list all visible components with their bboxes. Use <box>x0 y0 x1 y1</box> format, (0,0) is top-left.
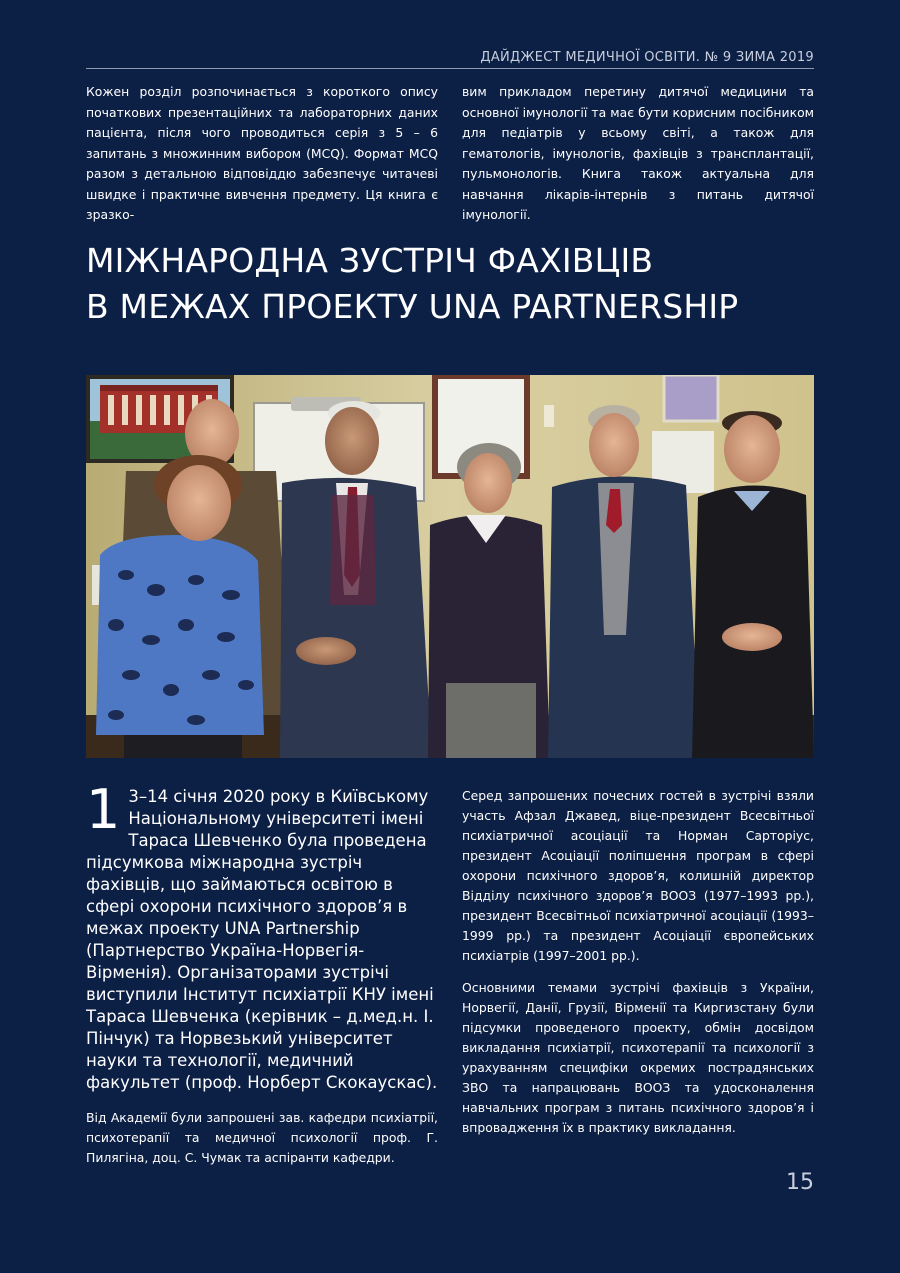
lead-paragraph <box>86 778 438 1094</box>
article-right-column <box>462 786 814 1150</box>
article-title-line1: МІЖНАРОДНА ЗУСТРІЧ ФАХІВЦІВ <box>86 241 654 280</box>
intro-column-right: вим прикладом перетину дитячої медицини та основної імунології та має бути корисним посібником для педіатрів у всьому світі, а також для гематологів, імунологів, фахівців з трансплантації, пульмонологів. Книга також актуальна для навчання лікарів-інтернів з питань дитячої імунології. <box>462 84 814 222</box>
drop-cap: 1 <box>86 778 121 841</box>
article-left-column <box>86 778 438 1168</box>
lead-text: 3–14 січня 2020 року в Київському Національному університеті імені Тараса Шевченко була проведена підсумкова міжнародна зустріч фахівців, що займаються освітою в сфері охорони психічного здоров’я в межах проекту UNA Partnership (Партнерство Україна-Норвегія-Вірменія). Організаторами зустрічі виступили Інститут психіатрії КНУ імені Тараса Шевченка (керівник – д.мед.н. І. Пінчук) та Норвезький університет науки та технології, медичний факультет (проф. Норберт Скокаускас). <box>86 787 438 1092</box>
group-photo <box>86 375 814 758</box>
running-header: ДАЙДЖЕСТ МЕДИЧНОЇ ОСВІТИ. № 9 ЗИМА 2019 <box>86 50 814 69</box>
window <box>664 375 718 421</box>
intro-column-left: Кожен розділ розпочинається з короткого опису початкових презентаційних та лабораторних даних пацієнта, після чого проводиться серія з 5 – 6 запитань з множинним вибором (MCQ). Формат MCQ разом з детальною відповіддю забезпечує читачеві швидке і практичне вивчення предмету. Ця книга є зразко- <box>86 84 438 222</box>
academy-paragraph: Від Академії були запрошені зав. кафедри психіатрії, психотерапії та медичної психології проф. Г. Пилягіна, доц. С. Чумак та аспіранти кафедри. <box>86 1110 438 1165</box>
topics-paragraph: Основними темами зустрічі фахівців з України, Норвегії, Данії, Грузії, Вірменії та Киргизстану були підсумки проведеного проекту, обмін досвідом викладання психіатрії, психотерапії та психології з урахуванням специфіки окремих пострадянських ЗВО та напрацювань ВООЗ та удосконалення навчальних програм з питань психічного здоров’я і впровадження їх в практику викладання. <box>462 980 814 1135</box>
article-title-line2: В МЕЖАХ ПРОЕКТУ UNA PARTNERSHIP <box>86 287 739 326</box>
guests-paragraph: Серед запрошених почесних гостей в зустрічі взяли участь Афзал Джавед, віце-президент Всесвітньої психіатричної асоціації та Норман Сарторіус, президент Асоціації поліпшення програм в сфері охорони психічного здоров’я, колишній директор Відділу психічного здоров’я ВООЗ (1977–1993 рр.), президент Всесвітньої психіатричної асоціації (1993–1999 рр.) та президент Асоціації європейських психіатрів (1997–2001 рр.). <box>462 788 814 963</box>
page-number: 15 <box>786 1170 814 1195</box>
article-title <box>86 238 826 330</box>
